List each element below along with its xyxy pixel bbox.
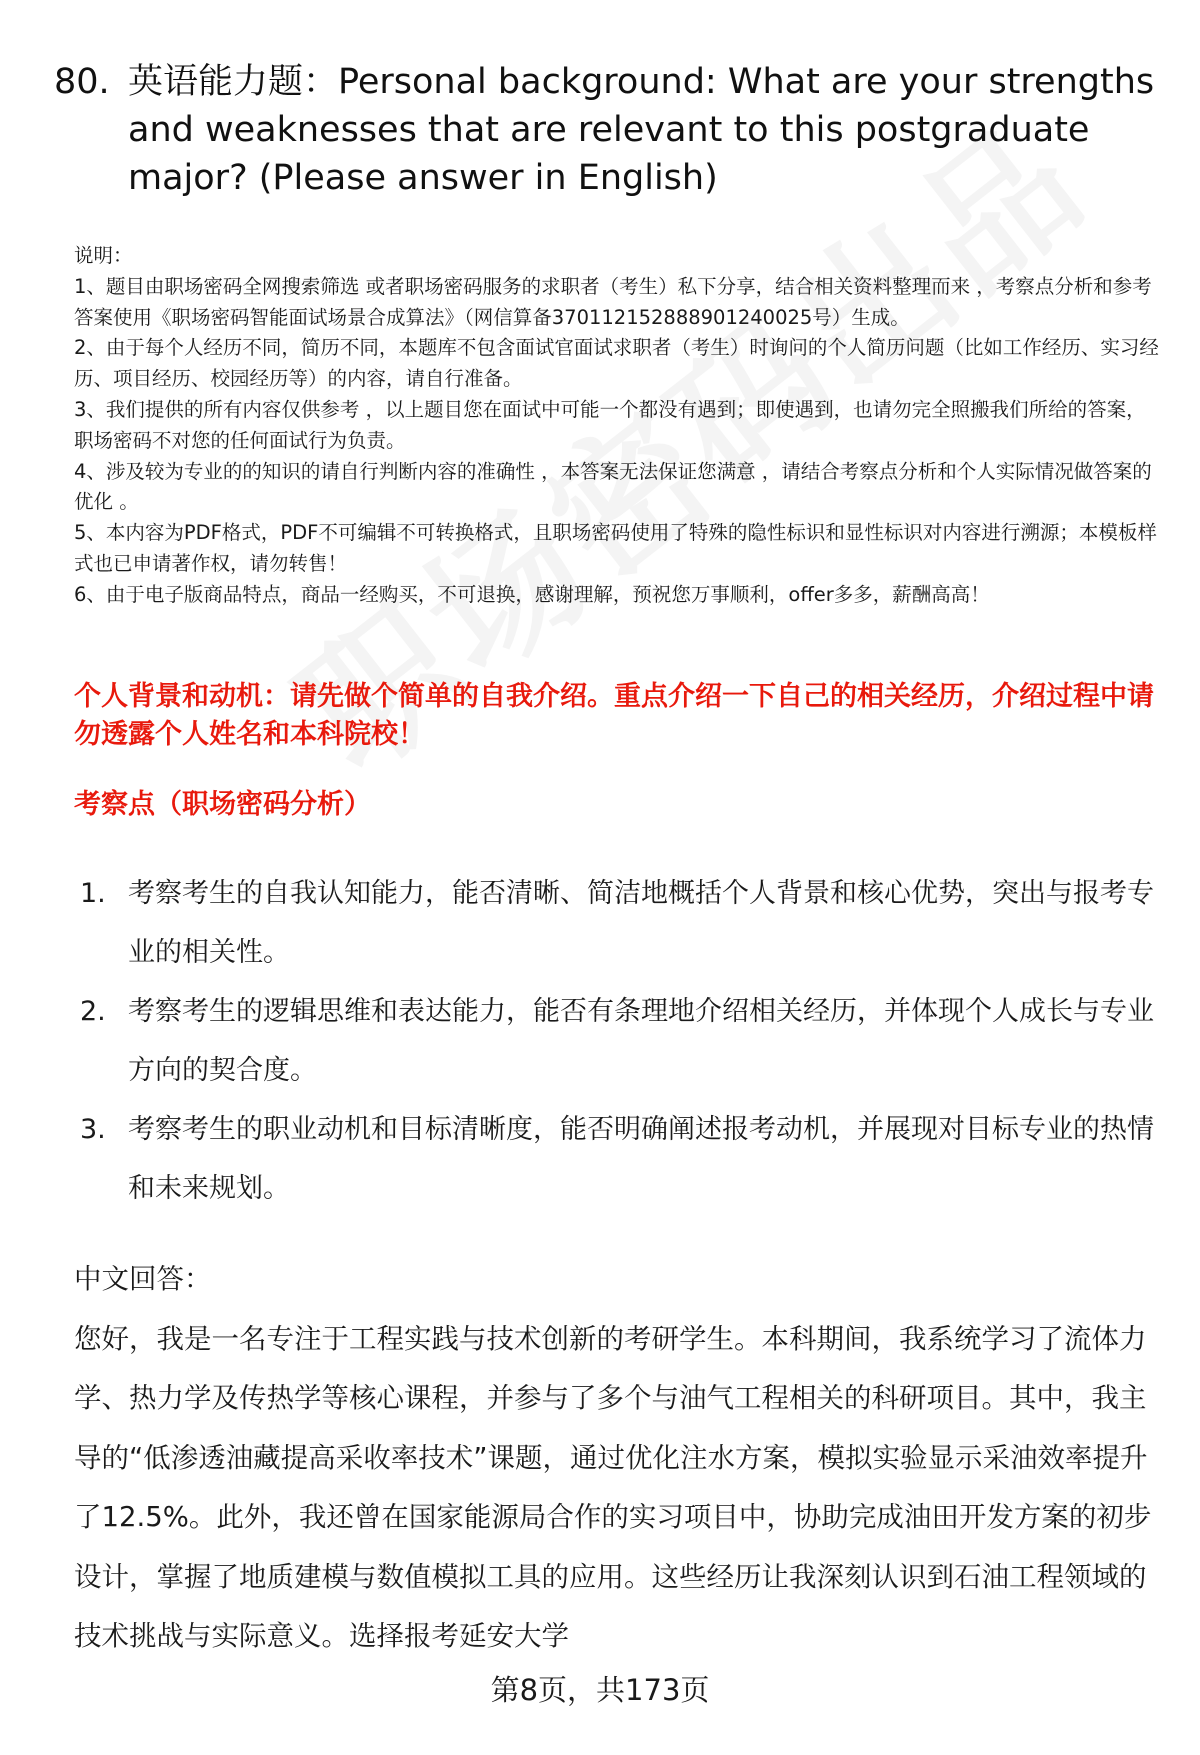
analysis-points: [80, 864, 1160, 1218]
section-heading: 个人背景和动机：请先做个简单的自我介绍。重点介绍一下自己的相关经历，介绍过程中请勿透露个人姓名和本科院校！: [74, 681, 1154, 750]
analysis-point: [80, 982, 1160, 1100]
point-number: 2.: [80, 996, 106, 1027]
answer-body: 您好，我是一名专注于工程实践与技术创新的考研学生。本科期间，我系统学习了流体力学、热力学及传热学等核心课程，并参与了多个与油气工程相关的科研项目。其中，我主导的“低渗透油藏提高采收率技术”课题，通过优化注水方案，模拟实验显示采油效率提升了12.5%。此外，我还曾在国家能源局合作的实习项目中，协助完成油田开发方案的初步设计，掌握了地质建模与数值模拟工具的应用。这些经历让我深刻认识到石油工程领域的技术挑战与实际意义。选择报考延安大学: [74, 1322, 1152, 1652]
point-text: 考察考生的逻辑思维和表达能力，能否有条理地介绍相关经历，并体现个人成长与专业方向的契合度。: [128, 996, 1154, 1086]
analysis-heading: 考察点（职场密码分析）: [74, 789, 371, 820]
question-block: [54, 58, 1164, 202]
notes-heading: 说明：: [74, 244, 133, 267]
note-item: 4、涉及较为专业的的知识的请自行判断内容的准确性 ，本答案无法保证您满意 ，请结合考察点分析和个人实际情况做答案的优化 。: [74, 459, 1152, 514]
point-text: 考察考生的职业动机和目标清晰度，能否明确阐述报考动机，并展现对目标专业的热情和未来规划。: [128, 1114, 1154, 1204]
analysis-point: [80, 1100, 1160, 1218]
note-item: 3、我们提供的所有内容仅供参考 ，以上题目您在面试中可能一个都没有遇到；即使遇到，也请勿完全照搬我们所给的答案，职场密码不对您的任何面试行为负责。: [74, 397, 1146, 452]
answer-heading: 中文回答：: [74, 1263, 212, 1295]
note-item: 1、题目由职场密码全网搜索筛选 或者职场密码服务的求职者（考生）私下分享，结合相关资料整理而来 ，考察点分析和参考答案使用《职场密码智能面试场景合成算法》（网信算备370112152888901240025号）生成。: [74, 274, 1152, 329]
note-item: 2、由于每个人经历不同，简历不同，本题库不包含面试官面试求职者（考生）时询问的个人简历问题（比如工作经历、实习经历、项目经历、校园经历等）的内容，请自行准备。: [74, 336, 1159, 391]
point-text: 考察考生的自我认知能力，能否清晰、简洁地概括个人背景和核心优势，突出与报考专业的相关性。: [128, 878, 1154, 968]
answer-section: [74, 1250, 1160, 1667]
note-item: 5、本内容为PDF格式，PDF不可编辑不可转换格式，且职场密码使用了特殊的隐性标识和显性标识对内容进行溯源；本模板样式也已申请著作权，请勿转售！: [74, 521, 1157, 575]
question-number: 80.: [54, 62, 110, 102]
analysis-point: [80, 864, 1160, 982]
point-number: 3.: [80, 1114, 106, 1145]
question-text: 英语能力题：Personal background: What are your strengths and weaknesses that are relevant to this postgraduate major? (Please answer in English): [128, 62, 1155, 198]
notes-section: [74, 241, 1164, 611]
page-footer: 第8页，共173页: [490, 1673, 710, 1707]
point-number: 1.: [80, 878, 106, 909]
note-item: 6、由于电子版商品特点，商品一经购买，不可退换，感谢理解，预祝您万事顺利，offer多多，薪酬高高！: [74, 582, 990, 606]
